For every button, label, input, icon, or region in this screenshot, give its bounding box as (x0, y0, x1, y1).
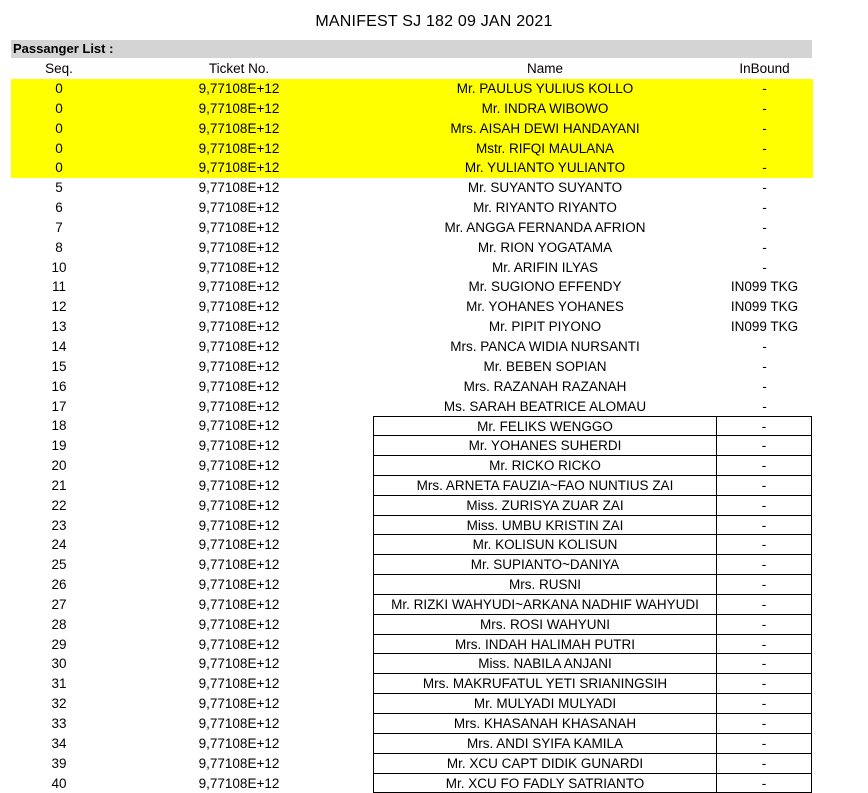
row-inbound: - (762, 398, 767, 414)
table-row (11, 317, 813, 337)
row-inbound: - (762, 378, 767, 394)
row-inbound: - (762, 100, 767, 116)
row-seq: 6 (55, 200, 63, 216)
row-inbound: - (717, 714, 812, 734)
row-seq: 26 (51, 577, 67, 593)
table-row (11, 238, 813, 258)
row-seq: 40 (51, 775, 67, 791)
header-seq: Seq. (45, 61, 73, 76)
row-name: Mr. KOLISUN KOLISUN (373, 535, 717, 555)
row-inbound: - (762, 358, 767, 374)
table-row (11, 615, 813, 635)
row-inbound: - (717, 416, 812, 436)
row-seq: 33 (51, 716, 67, 731)
row-name: Mr. YULIANTO YULIANTO (464, 160, 626, 176)
row-inbound: - (762, 160, 767, 176)
row-name: Mr. XCU CAPT DIDIK GUNARDI (373, 754, 717, 774)
table-row (11, 714, 813, 734)
row-seq: 27 (51, 596, 67, 612)
row-name: Miss. ZURISYA ZUAR ZAI (373, 496, 717, 516)
row-seq: 16 (51, 378, 67, 394)
table-row (11, 774, 813, 793)
header-inbound: InBound (739, 61, 790, 76)
passenger-list-label: Passanger List : (11, 40, 812, 58)
row-name: Mr. ANGGA FERNANDA AFRION (444, 219, 646, 235)
row-name: Mr. ARIFIN ILYAS (491, 259, 599, 275)
row-ticket: 9,77108E+12 (198, 537, 280, 553)
row-name: Mr. RICKO RICKO (373, 456, 717, 476)
row-seq: 18 (51, 418, 67, 434)
row-seq: 31 (51, 676, 67, 692)
row-ticket: 9,77108E+12 (198, 636, 280, 652)
table-row (11, 595, 813, 615)
header-ticket: Ticket No. (208, 61, 270, 76)
row-name: Mrs. ANDI SYIFA KAMILA (373, 734, 717, 754)
table-row (11, 99, 813, 119)
table-header (11, 59, 812, 78)
row-ticket: 9,77108E+12 (198, 180, 280, 196)
row-ticket: 9,77108E+12 (198, 219, 280, 235)
row-name: Mrs. PANCA WIDIA NURSANTI (450, 338, 640, 354)
row-inbound: - (717, 575, 812, 595)
row-name: Mrs. RUSNI (373, 575, 717, 595)
row-seq: 11 (51, 279, 66, 295)
row-name: Mr. XCU FO FADLY SATRIANTO (373, 774, 717, 793)
row-seq: 34 (51, 735, 67, 751)
row-name: Mrs. ROSI WAHYUNI (373, 615, 717, 635)
row-seq: 0 (55, 160, 63, 176)
table-row (11, 436, 813, 456)
row-inbound: - (762, 140, 767, 156)
row-ticket: 9,77108E+12 (198, 160, 280, 176)
table-row (11, 178, 813, 198)
row-ticket: 9,77108E+12 (198, 299, 280, 315)
row-name: Miss. NABILA ANJANI (373, 654, 717, 674)
row-inbound: - (717, 734, 812, 754)
row-ticket: 9,77108E+12 (198, 279, 280, 295)
row-seq: 0 (55, 81, 63, 96)
row-name: Mr. YOHANES YOHANES (466, 299, 624, 315)
table-row (11, 397, 813, 417)
table-row (11, 754, 813, 774)
row-ticket: 9,77108E+12 (198, 755, 280, 771)
row-inbound: - (762, 200, 767, 216)
row-name: Mr. RIZKI WAHYUDI~ARKANA NADHIF WAHYUDI (373, 595, 717, 615)
row-inbound: - (717, 535, 812, 555)
table-row (11, 198, 813, 218)
table-row (11, 694, 813, 714)
row-inbound: - (717, 774, 812, 793)
row-inbound: - (717, 694, 812, 714)
row-name: Mr. PAULUS YULIUS KOLLO (456, 81, 634, 96)
row-ticket: 9,77108E+12 (198, 616, 280, 632)
row-seq: 22 (51, 497, 67, 513)
row-inbound: - (762, 120, 767, 136)
row-ticket: 9,77108E+12 (198, 596, 280, 612)
table-row (11, 416, 813, 436)
row-ticket: 9,77108E+12 (198, 140, 280, 156)
row-inbound: - (762, 219, 767, 235)
row-ticket: 9,77108E+12 (198, 775, 280, 791)
row-name: Mr. SUGIONO EFFENDY (468, 279, 622, 295)
row-inbound: - (717, 496, 812, 516)
row-ticket: 9,77108E+12 (198, 676, 280, 692)
table-row (11, 357, 813, 377)
row-seq: 0 (55, 120, 63, 136)
row-seq: 5 (55, 180, 63, 196)
row-inbound: IN099 TKG (730, 279, 799, 295)
row-inbound: IN099 TKG (730, 299, 799, 315)
row-name: Mrs. KHASANAH KHASANAH (373, 714, 717, 734)
row-seq: 10 (51, 259, 67, 275)
row-ticket: 9,77108E+12 (198, 438, 280, 454)
row-seq: 8 (55, 239, 63, 255)
row-name: Mr. BEBEN SOPIAN (483, 358, 607, 374)
row-seq: 19 (51, 438, 67, 454)
row-inbound: - (717, 635, 812, 655)
row-ticket: 9,77108E+12 (198, 716, 280, 731)
row-seq: 0 (55, 100, 63, 116)
page-title: MANIFEST SJ 182 09 JAN 2021 (315, 13, 553, 30)
row-ticket: 9,77108E+12 (198, 100, 280, 116)
row-ticket: 9,77108E+12 (198, 577, 280, 593)
table-row (11, 158, 813, 178)
row-ticket: 9,77108E+12 (198, 735, 280, 751)
row-inbound: - (762, 180, 767, 196)
row-name: Miss. UMBU KRISTIN ZAI (373, 516, 717, 536)
row-ticket: 9,77108E+12 (198, 81, 280, 96)
row-seq: 7 (55, 219, 63, 235)
row-inbound: - (717, 436, 812, 456)
row-ticket: 9,77108E+12 (198, 338, 280, 354)
row-seq: 39 (51, 755, 67, 771)
row-inbound: - (717, 516, 812, 536)
table-row (11, 79, 813, 99)
table-row (11, 654, 813, 674)
row-seq: 25 (51, 557, 67, 573)
row-inbound: - (762, 259, 767, 275)
row-name: Ms. SARAH BEATRICE ALOMAU (443, 398, 647, 414)
row-seq: 32 (51, 696, 67, 712)
table-row (11, 218, 813, 238)
row-name: Mr. SUYANTO SUYANTO (467, 180, 623, 196)
row-name: Mrs. RAZANAH RAZANAH (463, 378, 627, 394)
row-inbound: - (717, 555, 812, 575)
table-row (11, 635, 813, 655)
row-name: Mr. YOHANES SUHERDI (373, 436, 717, 456)
row-ticket: 9,77108E+12 (198, 557, 280, 573)
row-ticket: 9,77108E+12 (198, 656, 280, 672)
row-ticket: 9,77108E+12 (198, 200, 280, 216)
row-ticket: 9,77108E+12 (198, 120, 280, 136)
row-seq: 21 (51, 477, 67, 493)
table-row (11, 535, 813, 555)
table-row (11, 476, 813, 496)
row-seq: 28 (51, 616, 67, 632)
row-name: Mr. RIYANTO RIYANTO (473, 200, 617, 216)
row-name: Mr. PIPIT PIYONO (488, 319, 602, 335)
row-seq: 24 (51, 537, 67, 553)
row-ticket: 9,77108E+12 (198, 497, 280, 513)
row-inbound: - (717, 476, 812, 496)
row-ticket: 9,77108E+12 (198, 358, 280, 374)
row-name: Mr. SUPIANTO~DANIYA (373, 555, 717, 575)
table-row (11, 456, 813, 476)
row-seq: 0 (55, 140, 63, 156)
row-ticket: 9,77108E+12 (198, 696, 280, 712)
row-seq: 17 (51, 398, 67, 414)
table-row (11, 575, 813, 595)
row-inbound: - (717, 754, 812, 774)
table-row (11, 377, 813, 397)
table-row (11, 119, 813, 139)
row-ticket: 9,77108E+12 (198, 418, 280, 434)
row-name: Mrs. MAKRUFATUL YETI SRIANINGSIH (373, 674, 717, 694)
row-seq: 12 (51, 299, 67, 315)
table-row (11, 555, 813, 575)
table-row (11, 337, 813, 357)
row-name: Mr. FELIKS WENGGO (373, 416, 717, 436)
row-ticket: 9,77108E+12 (198, 239, 280, 255)
row-ticket: 9,77108E+12 (198, 398, 280, 414)
row-seq: 23 (51, 517, 67, 533)
row-inbound: - (717, 615, 812, 635)
row-name: Mr. MULYADI MULYADI (373, 694, 717, 714)
table-row (11, 139, 813, 159)
row-seq: 13 (51, 319, 67, 335)
row-inbound: - (717, 456, 812, 476)
row-inbound: IN099 TKG (730, 319, 799, 335)
row-ticket: 9,77108E+12 (198, 378, 280, 394)
row-ticket: 9,77108E+12 (198, 517, 280, 533)
row-name: Mr. INDRA WIBOWO (481, 100, 609, 116)
row-inbound: - (717, 595, 812, 615)
row-seq: 30 (51, 656, 67, 672)
table-row (11, 496, 813, 516)
row-name: Mstr. RIFQI MAULANA (475, 140, 614, 156)
header-name: Name (526, 61, 563, 76)
row-inbound: - (762, 81, 767, 96)
row-inbound: - (762, 239, 767, 255)
row-seq: 20 (51, 458, 67, 474)
passenger-table (11, 79, 813, 793)
table-row (11, 297, 813, 317)
row-ticket: 9,77108E+12 (198, 458, 280, 474)
row-name: Mrs. ARNETA FAUZIA~FAO NUNTIUS ZAI (373, 476, 717, 496)
table-row (11, 516, 813, 536)
row-seq: 29 (51, 636, 67, 652)
row-inbound: - (762, 338, 767, 354)
table-row (11, 258, 813, 278)
table-row (11, 277, 813, 297)
row-name: Mrs. INDAH HALIMAH PUTRI (373, 635, 717, 655)
row-ticket: 9,77108E+12 (198, 259, 280, 275)
table-row (11, 674, 813, 694)
row-ticket: 9,77108E+12 (198, 477, 280, 493)
row-name: Mr. RION YOGATAMA (477, 239, 613, 255)
row-seq: 15 (51, 358, 67, 374)
row-ticket: 9,77108E+12 (198, 319, 280, 335)
row-seq: 14 (51, 338, 67, 354)
row-name: Mrs. AISAH DEWI HANDAYANI (450, 120, 640, 136)
table-row (11, 734, 813, 754)
row-inbound: - (717, 654, 812, 674)
row-inbound: - (717, 674, 812, 694)
